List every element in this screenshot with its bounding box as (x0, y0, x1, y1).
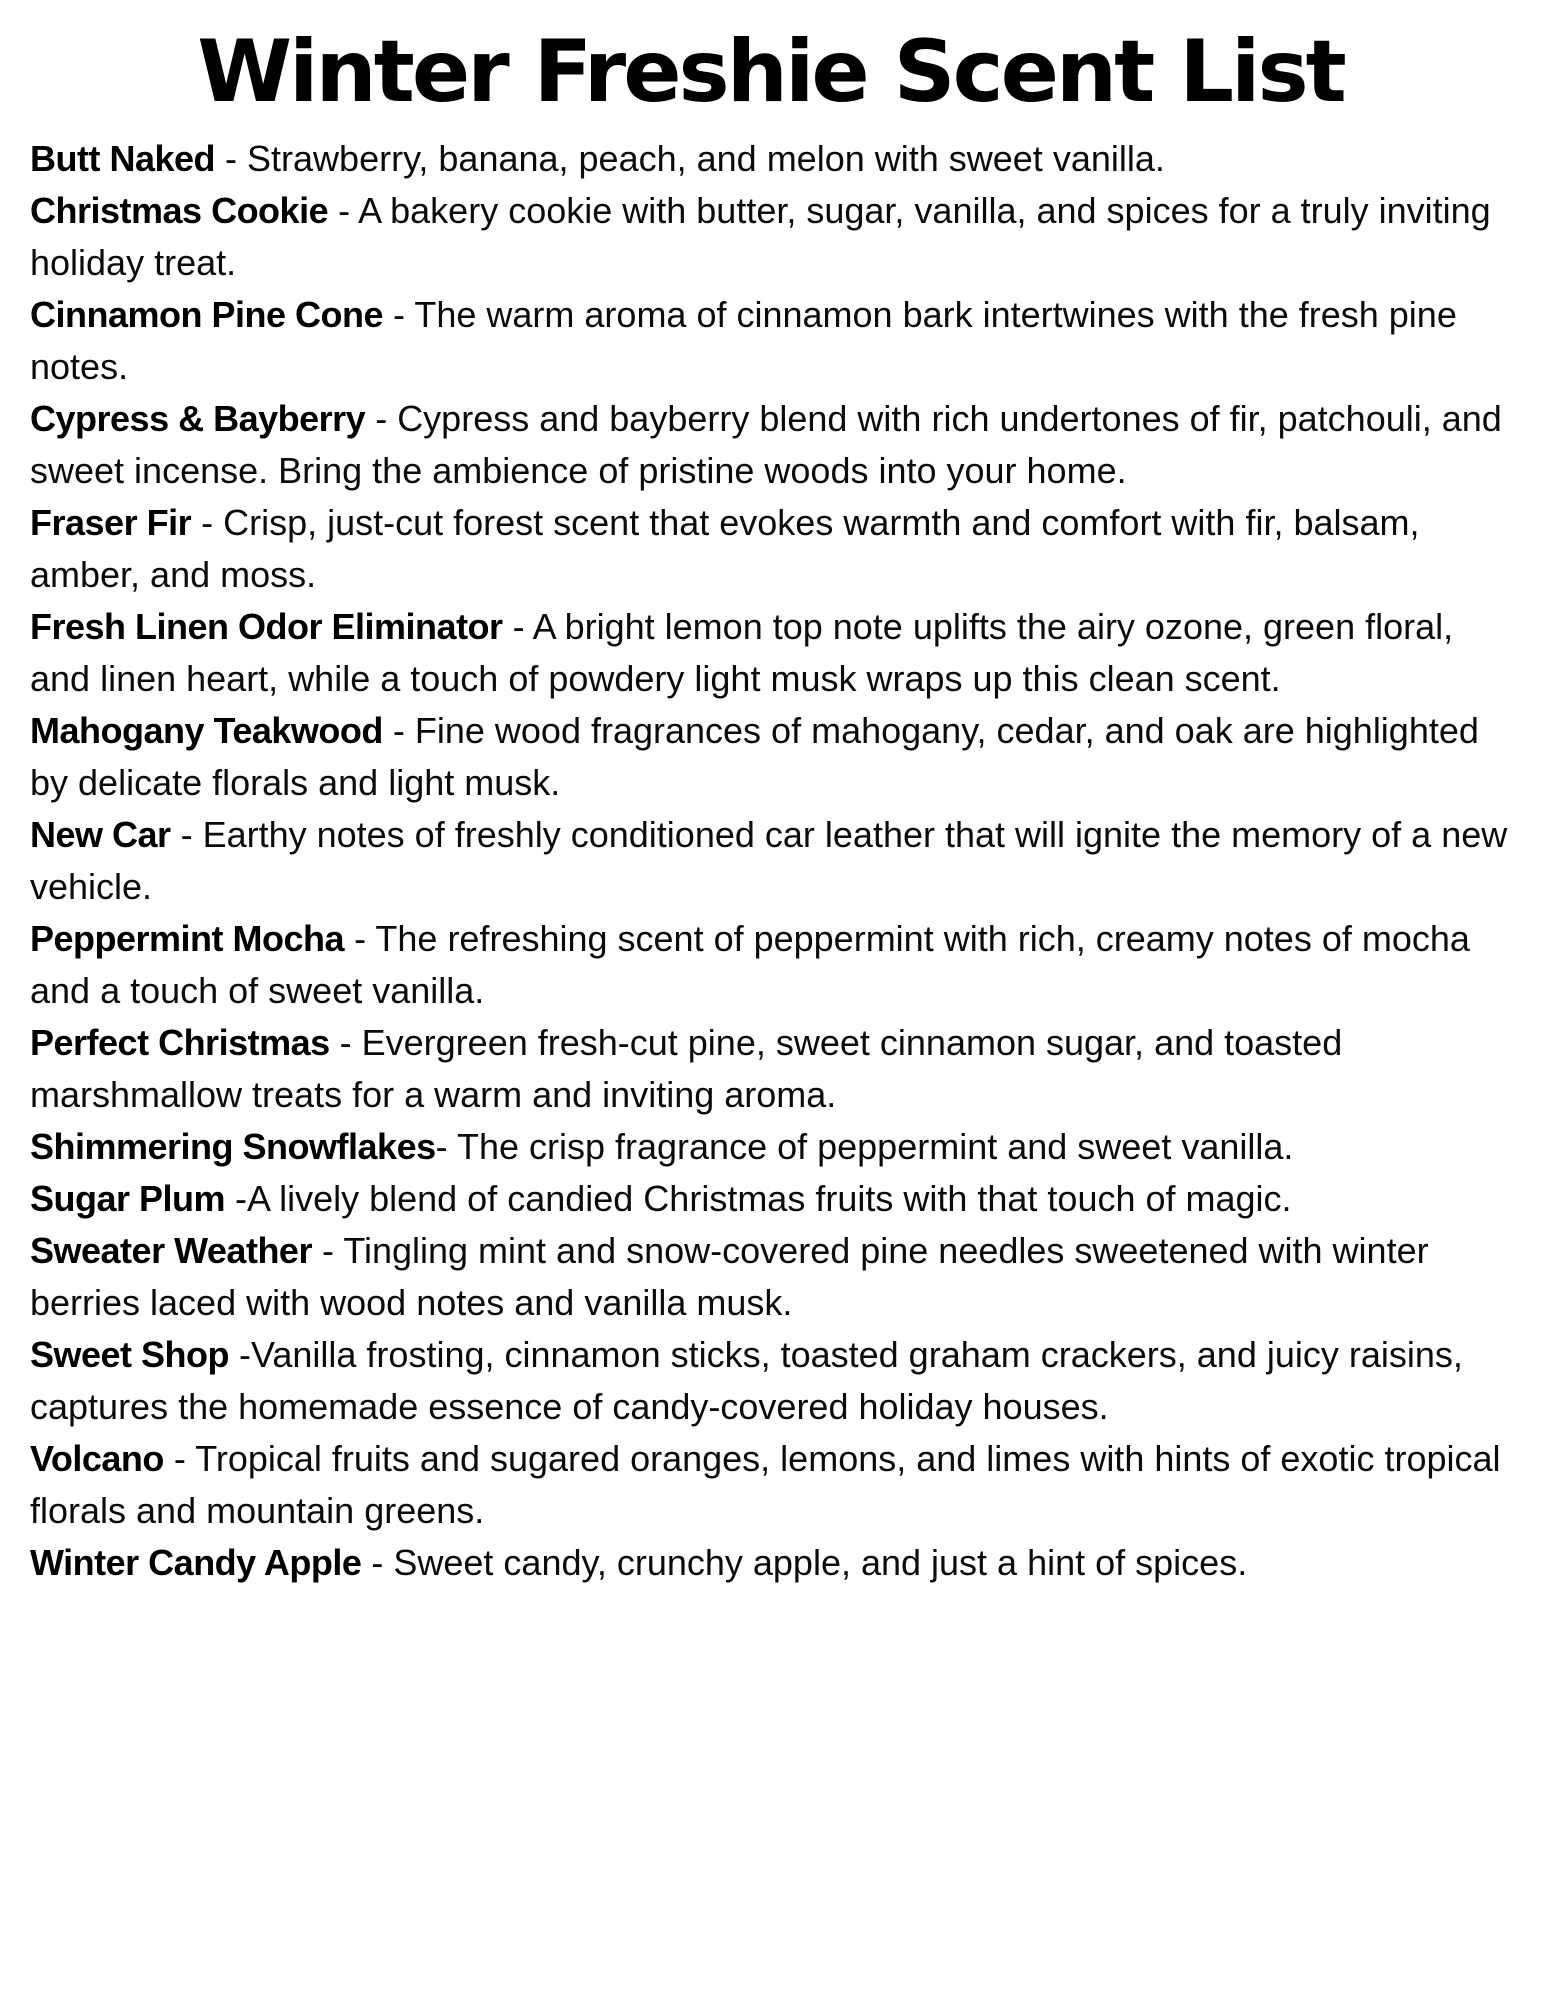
scent-separator: - (365, 397, 398, 439)
scent-entry (30, 1173, 1511, 1225)
scent-entry (30, 913, 1511, 1017)
scent-name: Sugar Plum (30, 1177, 226, 1219)
scent-description: The warm aroma of cinnamon bark intertwines with the fresh pine notes. (30, 293, 1457, 387)
scent-description: Earthy notes of freshly conditioned car leather that will ignite the memory of a new vehicle. (30, 813, 1508, 907)
scent-entry (30, 601, 1511, 705)
scent-description: Cypress and bayberry blend with rich undertones of fir, patchouli, and sweet incense. Bring the ambience of pristine woods into your home. (30, 397, 1502, 491)
scent-name: Perfect Christmas (30, 1021, 330, 1063)
scent-description: Tingling mint and snow-covered pine needles sweetened with winter berries laced with wood notes and vanilla musk. (30, 1229, 1429, 1323)
scent-description: Sweet candy, crunchy apple, and just a hint of spices. (393, 1541, 1248, 1583)
scent-separator: - (328, 189, 359, 231)
scent-name: Butt Naked (30, 137, 216, 179)
page-title: Winter Freshie Scent List (197, 22, 1344, 122)
scent-separator: - (383, 293, 415, 335)
scent-separator: - (382, 709, 415, 751)
scent-description: Tropical fruits and sugared oranges, lemons, and limes with hints of exotic tropical florals and mountain greens. (30, 1437, 1501, 1531)
scent-separator: - (344, 917, 376, 959)
scent-name: Mahogany Teakwood (30, 709, 383, 751)
scent-separator: - (435, 1125, 457, 1167)
scent-description: Vanilla frosting, cinnamon sticks, toasted graham crackers, and juicy raisins, captures the homemade essence of candy-covered holiday houses. (30, 1333, 1463, 1427)
scent-name: Shimmering Snowflakes (30, 1125, 436, 1167)
scent-entry (30, 1537, 1511, 1589)
scent-description: Strawberry, banana, peach, and melon with sweet vanilla. (247, 137, 1165, 179)
scent-name: Volcano (30, 1437, 164, 1479)
scent-name: Cinnamon Pine Cone (30, 293, 384, 335)
scent-name: Christmas Cookie (30, 189, 329, 231)
scent-name: Fraser Fir (30, 501, 192, 543)
scent-separator: - (329, 1021, 362, 1063)
scent-separator: - (191, 501, 224, 543)
scent-entry (30, 1017, 1511, 1121)
scent-separator: - (502, 605, 533, 647)
scent-entry (30, 705, 1511, 809)
scent-separator: - (225, 1177, 248, 1219)
scent-entry (30, 185, 1511, 289)
scent-name: Cypress & Bayberry (30, 397, 366, 439)
scent-entry (30, 1121, 1511, 1173)
scent-entry (30, 1329, 1511, 1433)
scent-entry (30, 289, 1511, 393)
scent-description: The crisp fragrance of peppermint and sweet vanilla. (456, 1125, 1294, 1167)
scent-entry (30, 133, 1511, 185)
scent-description: The refreshing scent of peppermint with rich, creamy notes of mocha and a touch of sweet vanilla. (30, 917, 1470, 1011)
scent-separator: - (311, 1229, 344, 1271)
scent-list (30, 133, 1511, 1589)
scent-entry (30, 393, 1511, 497)
scent-name: Winter Candy Apple (30, 1541, 362, 1583)
scent-description: A bright lemon top note uplifts the airy ozone, green floral, and linen heart, while a touch of powdery light musk wraps up this clean scent. (30, 605, 1454, 699)
scent-name: Sweater Weather (30, 1229, 312, 1271)
scent-entry (30, 497, 1511, 601)
scent-name: New Car (30, 813, 171, 855)
scent-separator: - (170, 813, 203, 855)
scent-separator: - (215, 137, 248, 179)
scent-description: A bakery cookie with butter, sugar, vanilla, and spices for a truly inviting holiday treat. (30, 189, 1491, 283)
scent-description: Fine wood fragrances of mahogany, cedar, and oak are highlighted by delicate florals and light musk. (30, 709, 1479, 803)
scent-separator: - (163, 1437, 196, 1479)
scent-separator: - (361, 1541, 394, 1583)
scent-entry (30, 1225, 1511, 1329)
scent-description: Crisp, just-cut forest scent that evokes warmth and comfort with fir, balsam, amber, and moss. (30, 501, 1420, 595)
scent-entry (30, 1433, 1511, 1537)
scent-name: Peppermint Mocha (30, 917, 345, 959)
scent-name: Fresh Linen Odor Eliminator (30, 605, 503, 647)
scent-description: A lively blend of candied Christmas fruits with that touch of magic. (247, 1177, 1292, 1219)
scent-entry (30, 809, 1511, 913)
scent-separator: - (229, 1333, 252, 1375)
scent-name: Sweet Shop (30, 1333, 230, 1375)
scent-description: Evergreen fresh-cut pine, sweet cinnamon sugar, and toasted marshmallow treats for a warm and inviting aroma. (30, 1021, 1343, 1115)
